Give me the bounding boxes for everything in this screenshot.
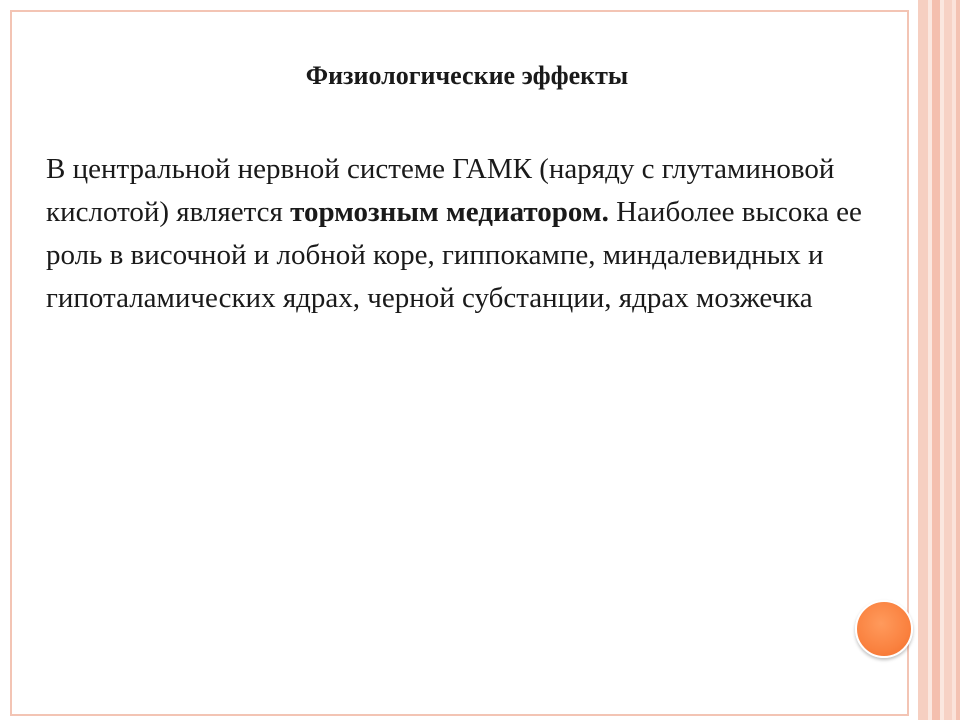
slide-body-text <box>46 148 896 320</box>
slide-frame-border <box>10 10 909 716</box>
decorative-side-stripes <box>918 0 960 720</box>
body-text-part-2: Наиболее высока ее роль в височной и лобной коре, гиппокампе, миндалевидных и гипоталамических ядрах, черной субстанции, ядрах мозжечка <box>46 196 862 314</box>
body-text-part-1: В центральной нервной системе ГАМК (наряду с глутаминовой кислотой) является <box>46 153 835 228</box>
slide-title: Физиологические эффекты <box>305 61 629 90</box>
body-text-bold-term: тормозным медиатором. <box>290 196 609 228</box>
decorative-orange-circle <box>855 600 913 658</box>
